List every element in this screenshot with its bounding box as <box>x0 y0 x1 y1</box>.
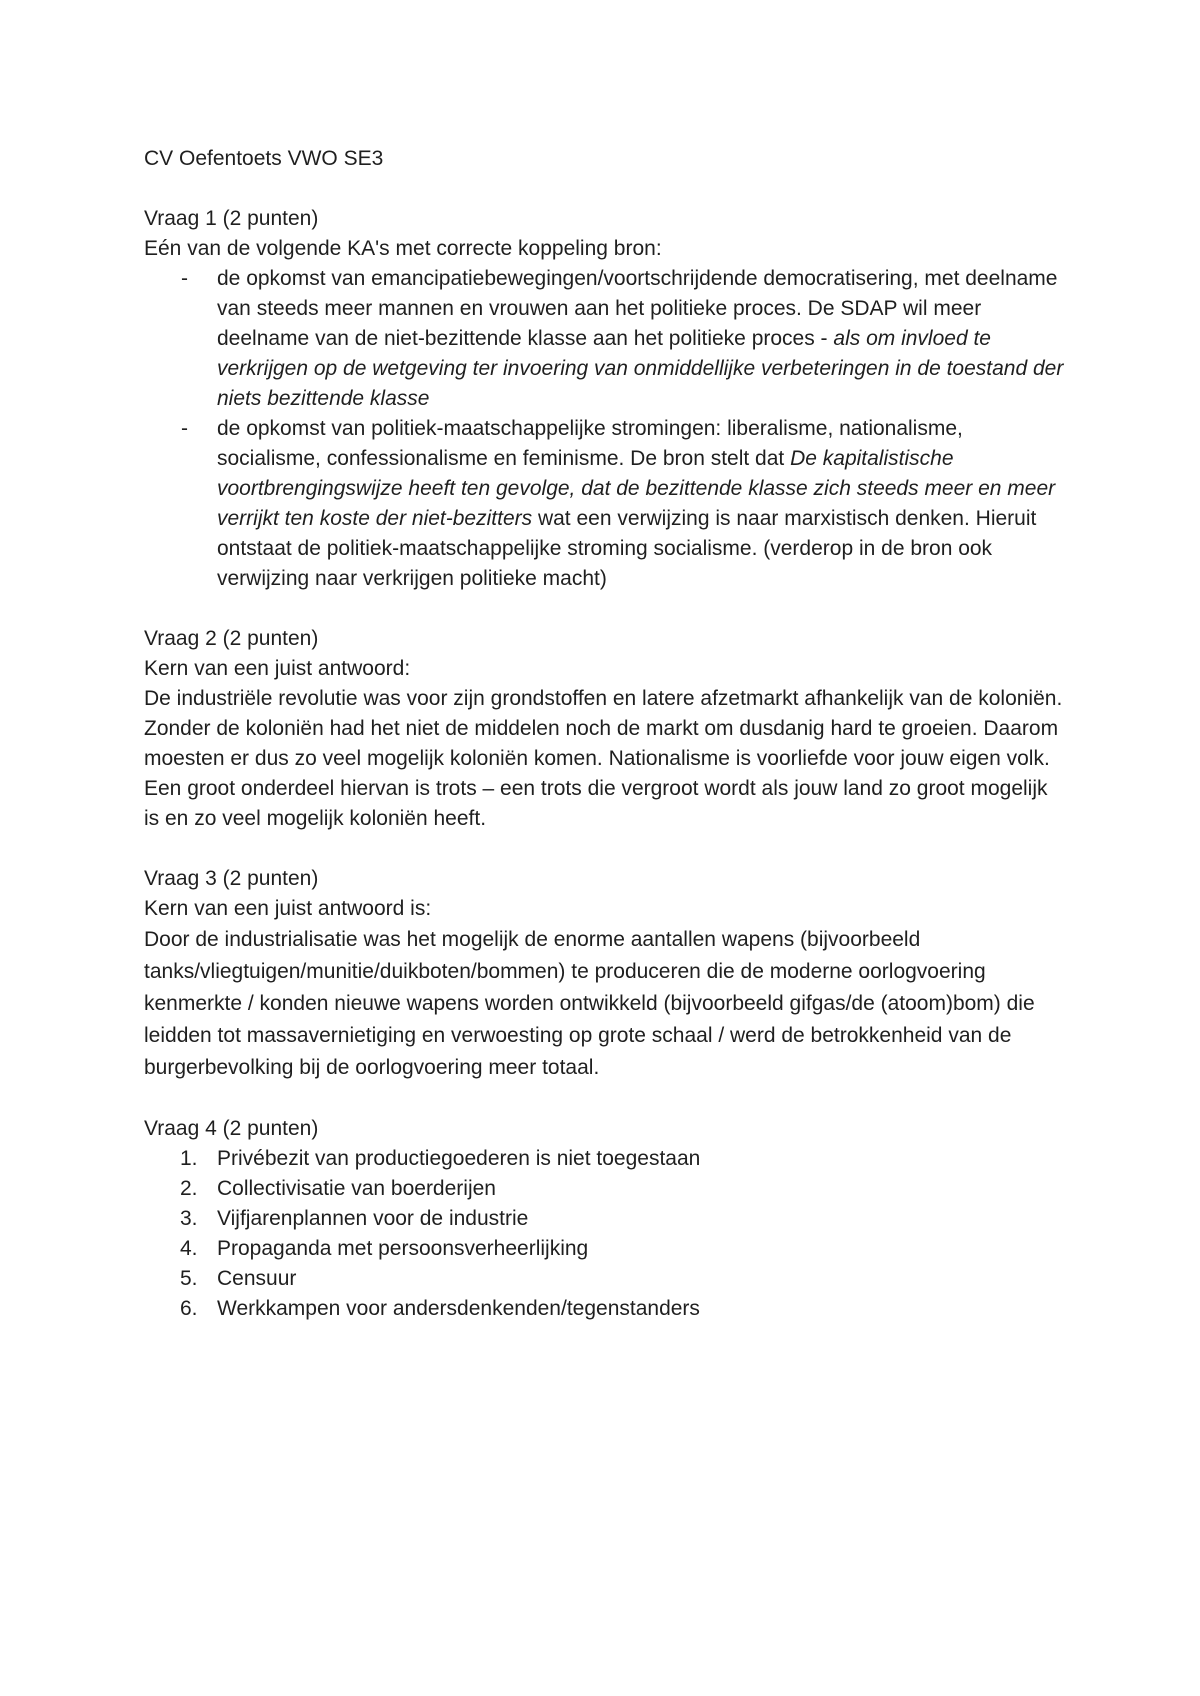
question-1-list <box>144 264 1064 594</box>
list-item-text: de opkomst van emancipatiebewegingen/voortschrijdende democratisering, met deelname van steeds meer mannen en vrouwen aan het politieke proces. De SDAP wil meer deelname van de niet-bezittende klasse aan het politieke proces - <box>217 267 1058 350</box>
list-item-quote: als om invloed te verkrijgen op de wetgeving ter invoering van onmiddellijke verbeteringen in de toestand der niets bezittende klasse <box>217 327 1064 410</box>
number-marker: 3. <box>180 1207 198 1230</box>
list-item-text: Werkkampen voor andersdenkenden/tegenstanders <box>217 1297 700 1320</box>
document-title: CV Oefentoets VWO SE3 <box>144 147 384 170</box>
number-marker: 2. <box>180 1177 198 1200</box>
question-2-answer: De industriële revolutie was voor zijn grondstoffen en latere afzetmarkt afhankelijk van de koloniën. Zonder de koloniën had het niet de middelen noch de markt om dusdanig hard te groeien. Daarom moesten er dus zo veel mogelijk koloniën komen. Nationalisme is voorliefde voor jouw eigen volk. Een groot onderdeel hiervan is trots – een trots die vergroot wordt als jouw land zo groot mogelijk is en zo veel mogelijk koloniën heeft. <box>144 687 1063 830</box>
number-marker: 1. <box>180 1147 198 1170</box>
list-item <box>144 1204 1064 1234</box>
list-item <box>144 1264 1064 1294</box>
number-marker: 6. <box>180 1297 198 1320</box>
list-item <box>144 1144 1064 1174</box>
question-3-heading: Vraag 3 (2 punten) <box>144 867 319 890</box>
list-item-text: Privébezit van productiegoederen is niet toegestaan <box>217 1147 701 1170</box>
question-4-heading: Vraag 4 (2 punten) <box>144 1117 319 1140</box>
list-item-text: Censuur <box>217 1267 297 1290</box>
number-marker: 5. <box>180 1267 198 1290</box>
question-3 <box>144 864 1064 1084</box>
question-4-list <box>144 1144 1064 1324</box>
question-2-heading: Vraag 2 (2 punten) <box>144 627 319 650</box>
list-item-text: de opkomst van politiek-maatschappelijke stromingen: liberalisme, nationalisme, socialisme, confessionalisme en feminisme. De bron stelt dat <box>217 417 963 470</box>
list-item <box>144 1294 1064 1324</box>
question-2 <box>144 624 1064 834</box>
list-item <box>144 414 1064 594</box>
document-page <box>144 144 1064 1324</box>
list-item <box>144 1174 1064 1204</box>
list-item-text: Collectivisatie van boerderijen <box>217 1177 496 1200</box>
question-3-answer: Door de industrialisatie was het mogelijk de enorme aantallen wapens (bijvoorbeeld tanks/vliegtuigen/munitie/duikboten/bommen) te produceren die de moderne oorlogvoering kenmerkte / konden nieuwe wapens worden ontwikkeld (bijvoorbeeld gifgas/de (atoom)bom) die leidden tot massavernietiging en verwoesting op grote schaal / werd de betrokkenheid van de burgerbevolking bij de oorlogvoering meer totaal. <box>144 928 1035 1079</box>
question-1 <box>144 204 1064 594</box>
list-item-text: Vijfjarenplannen voor de industrie <box>217 1207 529 1230</box>
question-1-intro: Eén van de volgende KA's met correcte koppeling bron: <box>144 237 662 260</box>
list-item-quote: De kapitalistische voortbrengingswijze heeft ten gevolge, dat de bezittende klasse zich steeds meer en meer verrijkt ten koste der niet-bezitters <box>217 447 1056 530</box>
question-4 <box>144 1114 1064 1324</box>
list-item-text-continued: wat een verwijzing is naar marxistisch denken. Hieruit ontstaat de politiek-maatschappelijke stroming socialisme. (verderop in de bron ook verwijzing naar verkrijgen politieke macht) <box>217 507 1037 590</box>
question-1-heading: Vraag 1 (2 punten) <box>144 207 319 230</box>
list-item-text: Propaganda met persoonsverheerlijking <box>217 1237 589 1260</box>
number-marker: 4. <box>180 1237 198 1260</box>
list-item <box>144 264 1064 414</box>
question-2-intro: Kern van een juist antwoord: <box>144 657 411 680</box>
list-item <box>144 1234 1064 1264</box>
dash-marker: - <box>181 267 188 290</box>
dash-marker: - <box>181 417 188 440</box>
question-3-intro: Kern van een juist antwoord is: <box>144 897 432 920</box>
